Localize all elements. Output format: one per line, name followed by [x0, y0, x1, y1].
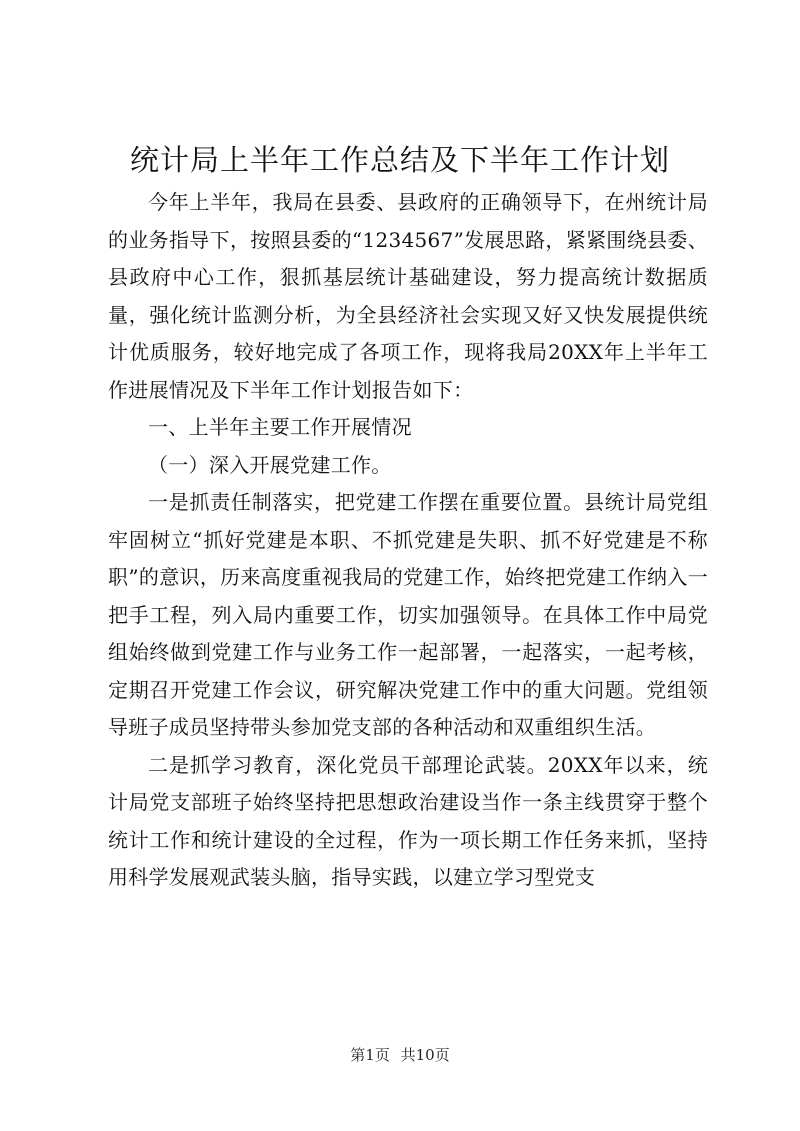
page-total: 共10页 [400, 1046, 450, 1064]
paragraph-intro: 今年上半年，我局在县委、县政府的正确领导下，在州统计局的业务指导下，按照县委的“1234567”发展思路，紧紧围绕县委、县政府中心工作，狠抓基层统计基础建设，努力提高统计数据质量，强化统计监测分析，为全县经济社会实现又好又快发展提供统计优质服务，较好地完成了各项工作，现将我局20XX年上半年工作进展情况及下半年工作计划报告如下： [108, 190, 708, 402]
page-number: 第1页 [350, 1046, 390, 1064]
document-title: 统计局上半年工作总结及下半年工作计划 [129, 143, 670, 177]
subsection-heading: （一）深入开展党建工作。 [148, 452, 392, 477]
paragraph-responsibility: 一是抓责任制落实，把党建工作摆在重要位置。县统计局党组牢固树立“抓好党建是本职、不抓党建是失职、抓不好党建是不称职”的意识，历来高度重视我局的党建工作，始终把党建工作纳入一把手工程，列入局内重要工作，切实加强领导。在具体工作中局党组始终做到党建工作与业务工作一起部署，一起落实，一起考核，定期召开党建工作会议，研究解决党建工作中的重大问题。党组领导班子成员坚持带头参加党支部的各种活动和双重组织生活。 [108, 490, 708, 739]
section-heading: 一、上半年主要工作开展情况 [148, 415, 412, 439]
paragraph-education: 二是抓学习教育，深化党员干部理论武装。20XX年以来，统计局党支部班子始终坚持把思想政治建设当作一条主线贯穿于整个统计工作和统计建设的全过程，作为一项长期工作任务来抓，坚持用科学发展观武装头脑，指导实践，以建立学习型党支 [108, 752, 708, 889]
page-footer [0, 1045, 800, 1065]
document-body [108, 184, 708, 897]
